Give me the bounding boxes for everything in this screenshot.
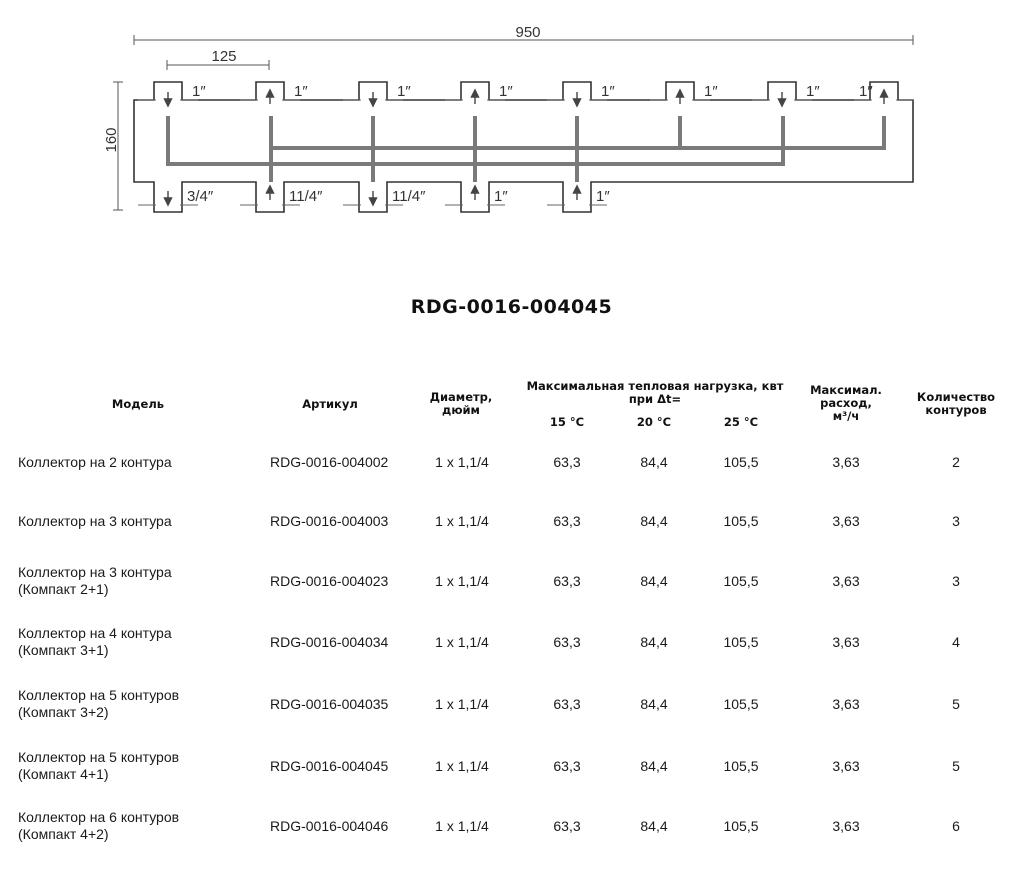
row-model-line1: Коллектор на 6 контуров [18, 809, 180, 825]
row-t15: 63,3 [553, 634, 581, 650]
row-t25: 105,5 [723, 818, 759, 834]
dim-height-label: 160 [103, 127, 120, 153]
row-diameter: 1 x 1,1/4 [435, 634, 489, 650]
row-t15: 63,3 [553, 513, 581, 529]
row-diameter: 1 x 1,1/4 [435, 758, 489, 774]
row-article: RDG-0016-004023 [270, 573, 389, 589]
header-diameter-line2: дюйм [442, 403, 480, 417]
row-t20: 84,4 [640, 634, 668, 650]
header-load-line1: Максимальная тепловая нагрузка, квт [526, 379, 784, 393]
header-model: Модель [111, 397, 165, 411]
top-port-label: 1″ [192, 83, 206, 100]
dim-spacing-label: 125 [211, 48, 237, 65]
flow-arrow-icon [677, 90, 684, 104]
bottom-port-label: 11/4″ [289, 188, 323, 205]
row-t20: 84,4 [640, 818, 668, 834]
row-model-line1: Коллектор на 5 контуров [18, 687, 180, 703]
header-flow-line3: м³/ч [832, 409, 860, 423]
flow-arrow-icon [370, 191, 377, 205]
top-port-label: 1″ [704, 83, 718, 100]
header-count [906, 391, 1006, 417]
row-t25: 105,5 [723, 513, 759, 529]
row-t20: 84,4 [640, 454, 668, 470]
row-t20: 84,4 [640, 696, 668, 712]
row-diameter: 1 x 1,1/4 [435, 696, 489, 712]
row-article: RDG-0016-004035 [270, 696, 389, 712]
row-count: 6 [952, 818, 960, 834]
row-t15: 63,3 [553, 758, 581, 774]
flow-arrow-icon [472, 186, 479, 200]
header-count-line1: Количество [916, 390, 996, 404]
row-model [18, 749, 179, 783]
row-count: 5 [952, 696, 960, 712]
row-flow: 3,63 [832, 513, 860, 529]
header-diameter-line1: Диаметр, [429, 390, 493, 404]
row-t20: 84,4 [640, 758, 668, 774]
dim-total-label: 950 [515, 24, 541, 41]
flow-arrow-icon [165, 191, 172, 205]
row-t25: 105,5 [723, 454, 759, 470]
row-diameter: 1 x 1,1/4 [435, 513, 489, 529]
row-count: 3 [952, 573, 960, 589]
row-article: RDG-0016-004045 [270, 758, 389, 774]
row-article: RDG-0016-004002 [270, 454, 389, 470]
flow-arrow-icon [370, 92, 377, 106]
collector-drawing [0, 0, 1023, 240]
flow-arrow-icon [881, 90, 888, 104]
bottom-port-labels [187, 188, 610, 205]
top-port-label: 1″ [499, 83, 513, 100]
top-port-label: 1″ [806, 83, 820, 100]
row-model-line2: (Компакт 4+2) [18, 826, 109, 842]
row-model-line2: (Компакт 3+1) [18, 642, 109, 658]
bottom-port-label: 11/4″ [392, 188, 426, 205]
top-port-label: 1″ [601, 83, 615, 100]
row-diameter: 1 x 1,1/4 [435, 573, 489, 589]
flow-arrow-icon [574, 186, 581, 200]
row-t15: 63,3 [553, 573, 581, 589]
header-t25: 25 °С [723, 415, 759, 429]
flow-arrow-icon [267, 186, 274, 200]
row-diameter: 1 x 1,1/4 [435, 818, 489, 834]
row-count: 3 [952, 513, 960, 529]
bottom-port-label: 1″ [494, 188, 508, 205]
row-t20: 84,4 [640, 513, 668, 529]
row-model [18, 687, 179, 721]
product-code-title: RDG-0016-004045 [410, 296, 613, 318]
row-flow: 3,63 [832, 818, 860, 834]
row-model-line2: (Компакт 2+1) [18, 581, 109, 597]
bottom-port-label: 1″ [596, 188, 610, 205]
header-count-line2: контуров [925, 403, 987, 417]
header-diameter [411, 391, 511, 417]
header-article: Артикул [302, 397, 358, 411]
row-model-line1: Коллектор на 3 контура [18, 564, 172, 580]
flow-arrow-icon [472, 90, 479, 104]
row-t15: 63,3 [553, 696, 581, 712]
header-t15: 15 °С [549, 415, 585, 429]
header-load [520, 380, 790, 406]
flow-arrow-icon [779, 92, 786, 106]
row-model-line2: (Компакт 3+2) [18, 704, 109, 720]
row-article: RDG-0016-004046 [270, 818, 389, 834]
row-t15: 63,3 [553, 818, 581, 834]
bottom-port-label: 3/4″ [187, 188, 214, 205]
flow-arrow-icon [267, 90, 274, 104]
row-article: RDG-0016-004003 [270, 513, 389, 529]
row-flow: 3,63 [832, 454, 860, 470]
row-t25: 105,5 [723, 696, 759, 712]
row-flow: 3,63 [832, 573, 860, 589]
row-flow: 3,63 [832, 758, 860, 774]
row-t25: 105,5 [723, 634, 759, 650]
header-flow-line1: Максимал. [810, 383, 882, 397]
header-t20: 20 °С [636, 415, 672, 429]
pipes [168, 118, 884, 180]
row-model [18, 564, 172, 598]
row-t15: 63,3 [553, 454, 581, 470]
row-count: 2 [952, 454, 960, 470]
row-model [18, 809, 179, 843]
row-flow: 3,63 [832, 696, 860, 712]
row-t25: 105,5 [723, 758, 759, 774]
header-load-line2: при Δt= [628, 392, 682, 406]
top-port-label: 1″ [397, 83, 411, 100]
row-flow: 3,63 [832, 634, 860, 650]
row-model-line1: Коллектор на 5 контуров [18, 749, 180, 765]
row-t25: 105,5 [723, 573, 759, 589]
row-count: 5 [952, 758, 960, 774]
flow-arrow-icon [574, 92, 581, 106]
top-port-labels [192, 83, 873, 100]
top-port-label: 1″ [859, 83, 873, 100]
top-port-label: 1″ [294, 83, 308, 100]
row-count: 4 [952, 634, 960, 650]
row-article: RDG-0016-004034 [270, 634, 389, 650]
row-t20: 84,4 [640, 573, 668, 589]
row-model-line2: (Компакт 4+1) [18, 766, 109, 782]
row-diameter: 1 x 1,1/4 [435, 454, 489, 470]
flow-arrow-icon [165, 92, 172, 106]
row-model-line1: Коллектор на 4 контура [18, 625, 172, 641]
header-flow [796, 384, 896, 423]
row-model: Коллектор на 3 контура [18, 513, 172, 529]
row-model: Коллектор на 2 контура [18, 454, 172, 470]
header-flow-line2: расход, [820, 396, 872, 410]
row-model [18, 625, 172, 659]
